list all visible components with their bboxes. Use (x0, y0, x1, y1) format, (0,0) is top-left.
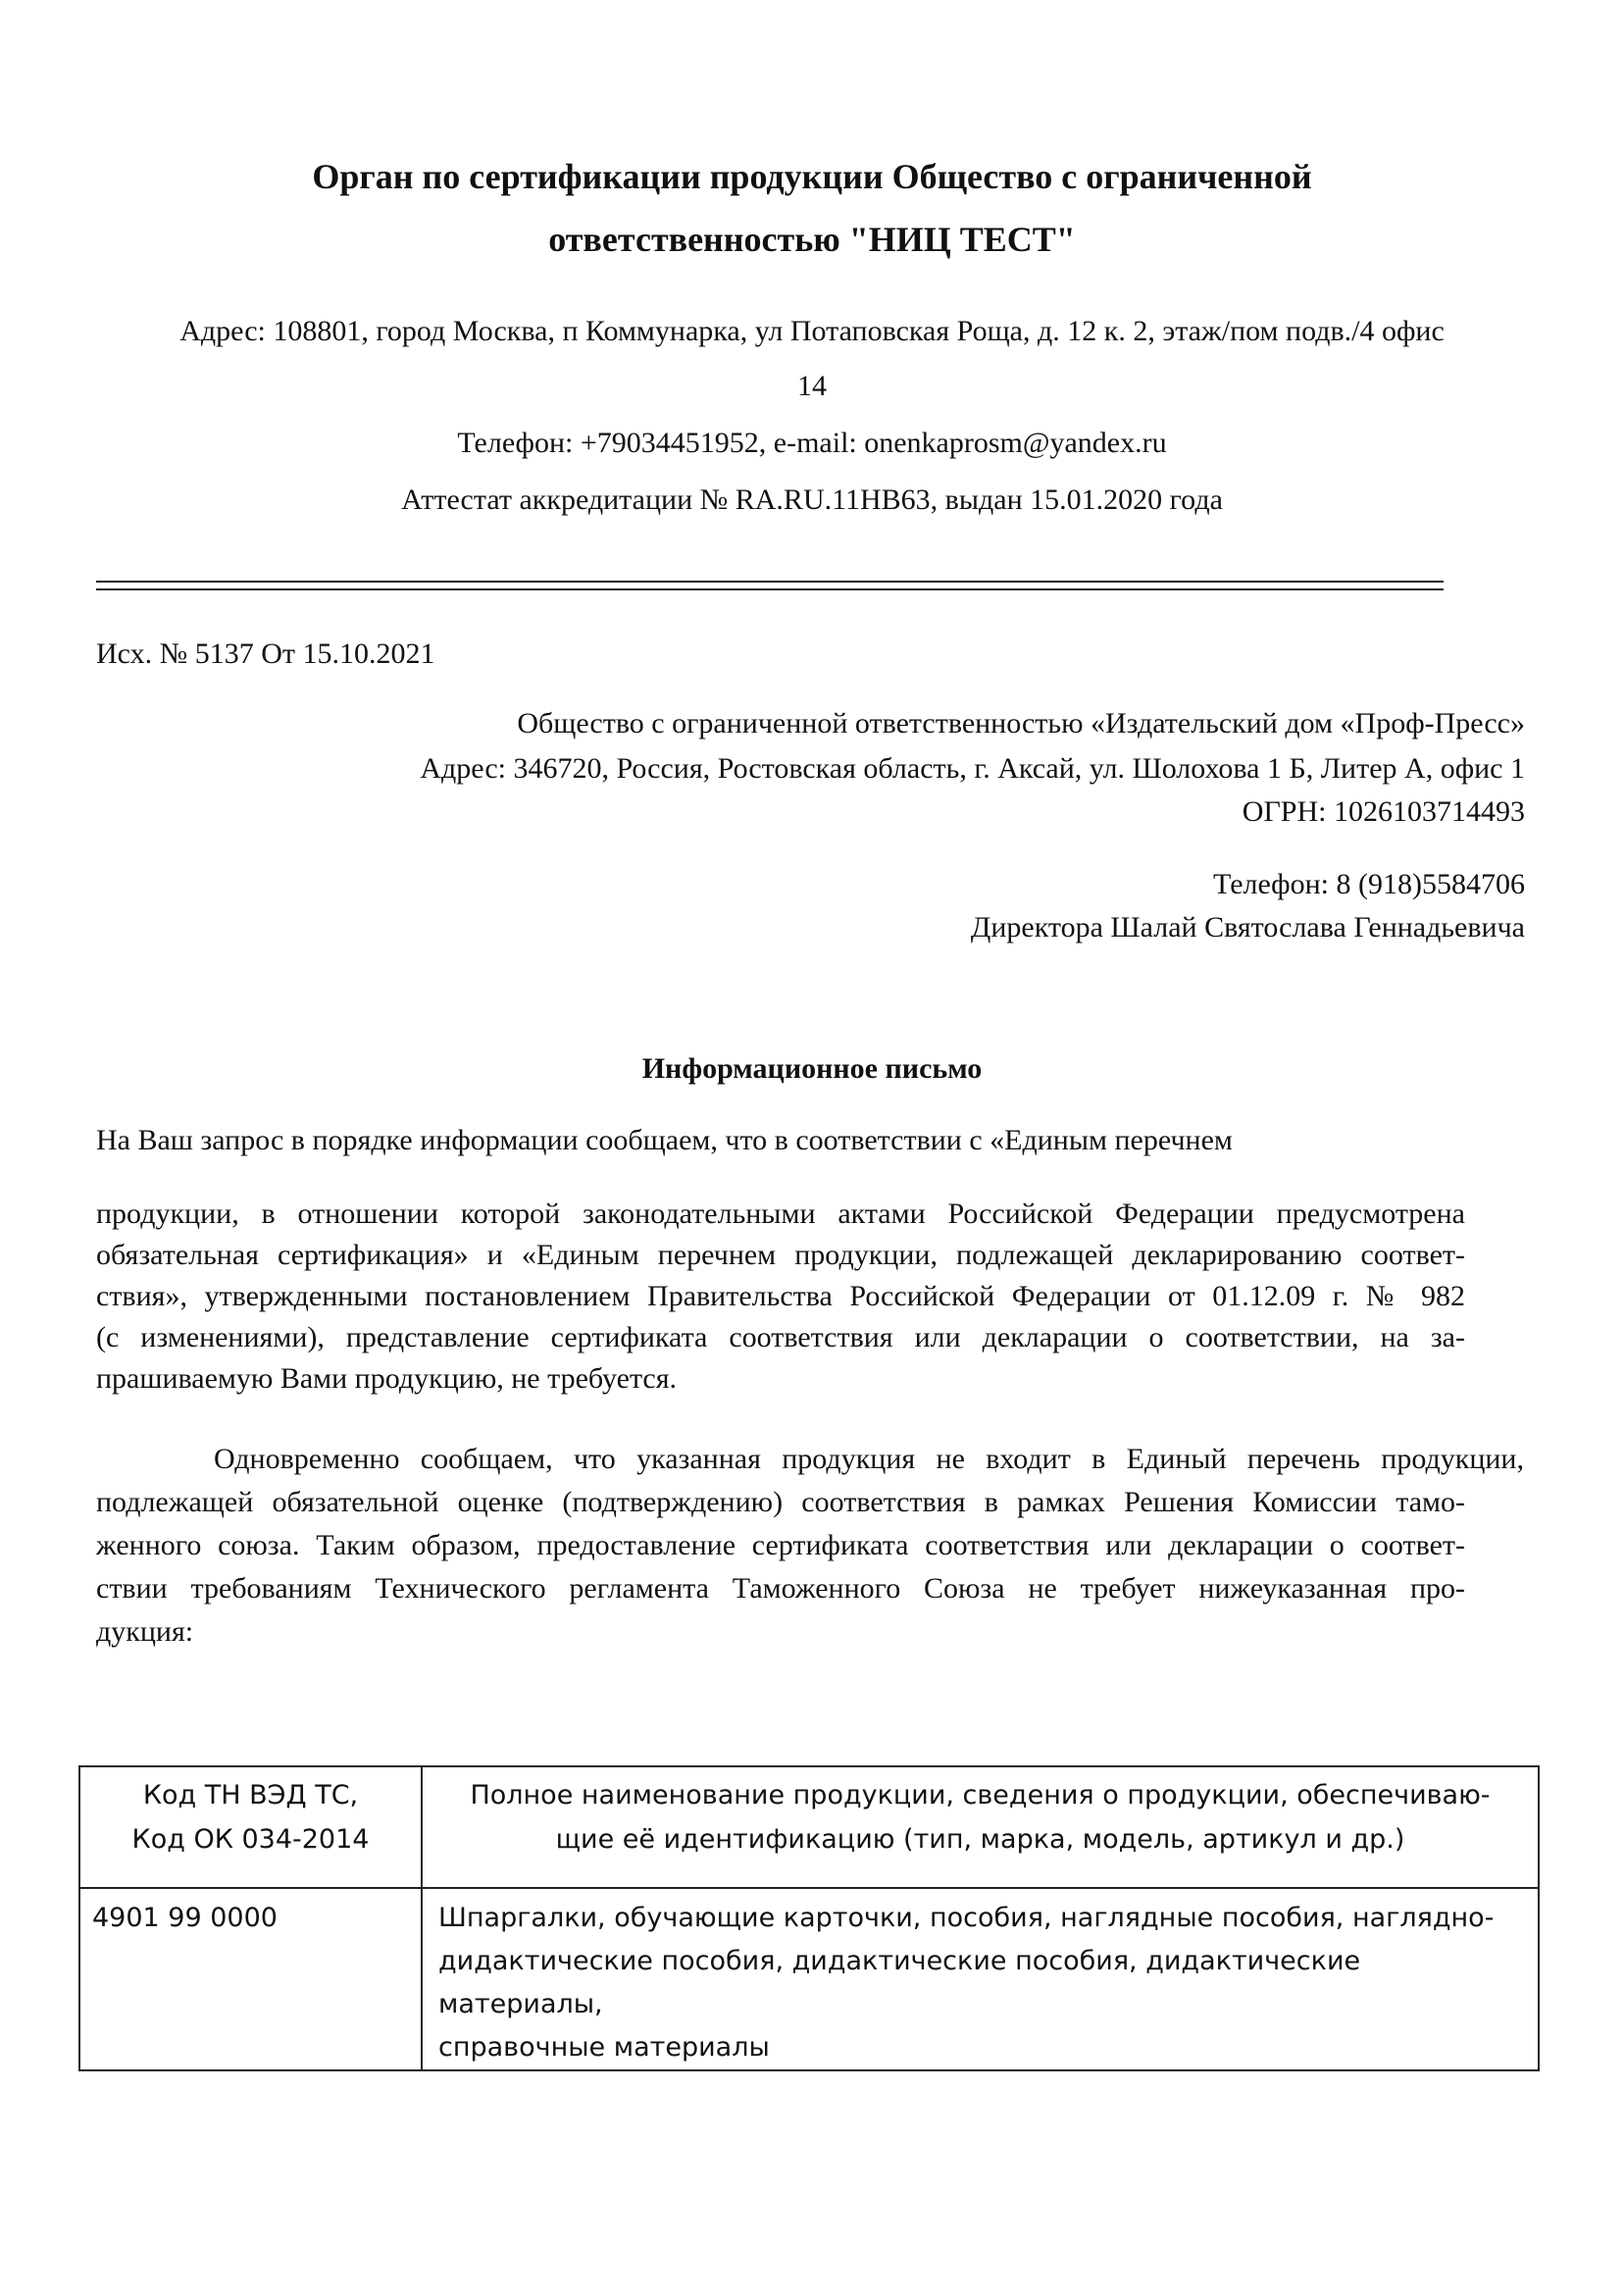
table-header-row (79, 1766, 1539, 1888)
paragraph-1-line: На Ваш запрос в порядке информации сообщаем, что в соответствии с «Единым перечнем (96, 1124, 1233, 1156)
cell-description (422, 1888, 1539, 2070)
product-table (78, 1765, 1540, 2071)
paragraph-2-line: подлежащей обязательной оценке (подтверждению) соответствия в рамках Решения Комиссии тамо- (96, 1486, 1465, 1518)
header-cell-description (422, 1766, 1539, 1888)
paragraph-2-line: женного союза. Таким образом, предоставление сертификата соответствия или декларации о соответ- (96, 1529, 1465, 1561)
header-divider-bottom (96, 588, 1444, 590)
header-description-line: Полное наименование продукции, сведения о продукции, обеспечиваю- (470, 1780, 1491, 1810)
product-code: 4901 99 0000 (92, 1903, 278, 1933)
recipient-director: Директора Шалай Святослава Геннадьевича (970, 911, 1525, 943)
recipient-ogrn: ОГРН: 1026103714493 (1242, 795, 1525, 828)
paragraph-1-line: прашиваемую Вами продукцию, не требуется. (96, 1362, 678, 1395)
cell-code (79, 1888, 422, 2070)
paragraph-2-line: ствии требованиям Технического регламента Таможенного Союза не требует нижеуказанная про- (96, 1572, 1465, 1605)
issuer-accreditation: Аттестат аккредитации № RA.RU.11НВ63, выдан 15.01.2020 года (401, 484, 1223, 516)
header-cell-code (79, 1766, 422, 1888)
recipient-address: Адрес: 346720, Россия, Ростовская область, г. Аксай, ул. Шолохова 1 Б, Литер А, офис 1 (420, 752, 1525, 785)
header-divider-top (96, 581, 1444, 583)
issuer-title-line-1: Орган по сертификации продукции Общество с ограниченной (312, 157, 1312, 196)
product-description-line: Шпаргалки, обучающие карточки, пособия, наглядные пособия, наглядно- (438, 1903, 1495, 1933)
paragraph-1-line: продукции, в отношении которой законодательными актами Российской Федерации предусмотрена (96, 1198, 1465, 1230)
header-description-line: щие её идентификацию (тип, марка, модель, артикул и др.) (555, 1824, 1405, 1855)
issuer-title-line-2: ответственностью "НИЦ ТЕСТ" (548, 220, 1076, 259)
table-row (79, 1888, 1539, 2070)
issuer-address-line-2: 14 (797, 370, 827, 402)
paragraph-1-line: (с изменениями), представление сертификата соответствия или декларации о соответствии, на за- (96, 1321, 1465, 1353)
issuer-address-line-1: Адрес: 108801, город Москва, п Коммунарка, ул Потаповская Роща, д. 12 к. 2, этаж/пом подв./4 офис (179, 315, 1445, 347)
product-description-line: дидактические пособия, дидактические пособия, дидактические материалы, (438, 1946, 1361, 2019)
paragraph-1-line: обязательная сертификация» и «Единым перечнем продукции, подлежащей декларированию соответ- (96, 1239, 1465, 1271)
header-code-line: Код ТН ВЭД ТС, (142, 1780, 359, 1810)
letter-title: Информационное письмо (641, 1052, 983, 1085)
product-description-line: справочные материалы (438, 2032, 770, 2063)
recipient-name: Общество с ограниченной ответственностью «Издательский дом «Проф-Пресс» (517, 707, 1525, 739)
paragraph-1-line: ствия», утвержденными постановлением Правительства Российской Федерации от 01.12.09 г. № 982 (96, 1280, 1465, 1312)
recipient-phone: Телефон: 8 (918)5584706 (1213, 868, 1525, 900)
header-code-line: Код ОК 034-2014 (131, 1824, 370, 1855)
issuer-contacts: Телефон: +79034451952, e-mail: onenkaprosm@yandex.ru (457, 427, 1167, 459)
paragraph-2-line: Одновременно сообщаем, что указанная продукция не входит в Единый перечень продукции, (214, 1443, 1524, 1475)
paragraph-2-line: дукция: (96, 1615, 194, 1648)
outgoing-reference: Исх. № 5137 От 15.10.2021 (96, 637, 435, 670)
